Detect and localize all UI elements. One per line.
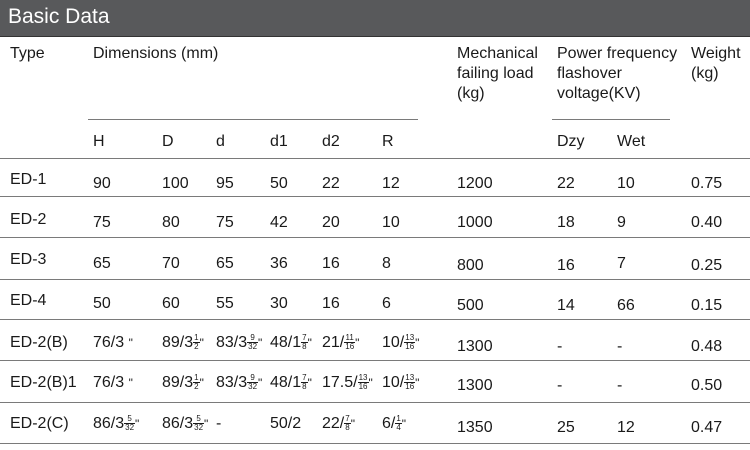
subheader-R: R (382, 133, 394, 150)
cell-type: ED-2(C) (10, 415, 69, 432)
row-divider (0, 319, 750, 320)
cell-weight: 0.48 (691, 338, 723, 355)
cell-H: 86/3 $^{\frac{5}{32}}$ " (93, 414, 140, 432)
cell-d: 95 (216, 175, 234, 192)
cell-dry: - (557, 338, 563, 355)
cell-d2: 17.5/ $^{\frac{13}{16}}$ " (322, 373, 373, 391)
cell-R: 10/ $^{\frac{13}{16}}$ " (382, 373, 420, 391)
subheader-dry: Dzy (557, 133, 585, 150)
header-mech-line1: Mechanical (457, 45, 538, 62)
cell-dry: - (557, 377, 563, 394)
subheader-H: H (93, 133, 105, 150)
subheader-d2: d2 (322, 133, 340, 150)
cell-d2: 16 (322, 255, 340, 272)
cell-H: 50 (93, 295, 111, 312)
row-divider (0, 360, 750, 361)
cell-dry: 14 (557, 297, 575, 314)
cell-load: 1300 (457, 338, 493, 355)
header-pf-line3: voltage(KV) (557, 85, 641, 102)
cell-D: 60 (162, 295, 180, 312)
cell-R: 6 (382, 295, 391, 312)
cell-R: 10 (382, 214, 400, 231)
cell-d: 83/3 $^{\frac{9}{32}}$ " (216, 373, 263, 391)
cell-d2: 22/ $^{\frac{7}{8}}$ " (322, 414, 355, 432)
row-divider (0, 443, 750, 444)
subheader-wet: Wet (617, 133, 646, 150)
cell-d1: 30 (270, 295, 288, 312)
cell-d2: 16 (322, 295, 340, 312)
section-title: Basic Data (8, 5, 110, 28)
cell-D: 70 (162, 255, 180, 272)
cell-d2: 21/ $^{\frac{11}{16}}$ " (322, 333, 360, 351)
header-mech-line3: (kg) (457, 85, 485, 102)
cell-dry: 25 (557, 419, 575, 436)
row-divider (0, 279, 750, 280)
cell-d: 65 (216, 255, 234, 272)
cell-type: ED-1 (10, 171, 47, 188)
cell-R: 8 (382, 255, 391, 272)
cell-load: 1350 (457, 419, 493, 436)
cell-R: 6/ $^{\frac{1}{4}}$ " (382, 414, 407, 432)
cell-dry: 16 (557, 257, 575, 274)
cell-D: 89/3 $^{\frac{1}{2}}$ " (162, 373, 204, 391)
power-frequency-underline (552, 119, 670, 120)
cell-D: 80 (162, 214, 180, 231)
subheader-D: D (162, 133, 174, 150)
cell-d: 75 (216, 214, 234, 231)
cell-load: 500 (457, 297, 484, 314)
cell-type: ED-2 (10, 211, 47, 228)
cell-load: 1200 (457, 175, 493, 192)
cell-d1: 36 (270, 255, 288, 272)
cell-H: 76/3 " (93, 374, 133, 391)
cell-type: ED-4 (10, 292, 47, 309)
row-divider (0, 402, 750, 403)
cell-type: ED-2(B) (10, 334, 68, 351)
cell-weight: 0.50 (691, 377, 723, 394)
cell-d1: 42 (270, 214, 288, 231)
cell-weight: 0.15 (691, 297, 723, 314)
cell-dry: 18 (557, 214, 575, 231)
subheader-d: d (216, 133, 225, 150)
cell-d1: 48/1 $^{\frac{7}{8}}$ " (270, 333, 312, 351)
cell-R: 12 (382, 175, 400, 192)
header-mech-line2: failing load (457, 65, 534, 82)
cell-H: 76/3 " (93, 334, 133, 351)
section-title-bar (0, 0, 750, 36)
cell-weight: 0.75 (691, 175, 723, 192)
cell-dry: 22 (557, 175, 575, 192)
cell-wet: 12 (617, 419, 635, 436)
header-divider (0, 158, 750, 159)
title-divider (0, 36, 750, 37)
cell-load: 800 (457, 257, 484, 274)
cell-d1: 50/2 (270, 415, 302, 432)
cell-D: 89/3 $^{\frac{1}{2}}$ " (162, 333, 204, 351)
cell-d2: 22 (322, 175, 340, 192)
cell-type: ED-3 (10, 251, 47, 268)
cell-wet: - (617, 338, 623, 355)
header-weight-line1: Weight (691, 45, 741, 62)
cell-R: 10/ $^{\frac{13}{16}}$ " (382, 333, 420, 351)
cell-wet: 66 (617, 297, 635, 314)
dimensions-underline (88, 119, 418, 120)
cell-d1: 48/1 $^{\frac{7}{8}}$ " (270, 373, 312, 391)
cell-wet: - (617, 377, 623, 394)
cell-wet: 9 (617, 214, 626, 231)
header-type: Type (10, 45, 45, 62)
row-divider (0, 196, 750, 197)
cell-weight: 0.40 (691, 214, 723, 231)
header-pf-line1: Power frequency (557, 45, 678, 62)
cell-H: 75 (93, 214, 111, 231)
cell-d: 55 (216, 295, 234, 312)
cell-d: 83/3 $^{\frac{9}{32}}$ " (216, 333, 263, 351)
cell-weight: 0.47 (691, 419, 723, 436)
header-pf-line2: flashover (557, 65, 622, 82)
row-divider (0, 237, 750, 238)
header-weight-line2: (kg) (691, 65, 719, 82)
header-dimensions: Dimensions (mm) (93, 45, 219, 62)
cell-load: 1300 (457, 377, 493, 394)
cell-D: 86/3 $^{\frac{5}{32}}$ " (162, 414, 209, 432)
cell-H: 90 (93, 175, 111, 192)
cell-wet: 7 (617, 255, 626, 272)
cell-d2: 20 (322, 214, 340, 231)
cell-d: - (216, 415, 222, 432)
cell-wet: 10 (617, 175, 635, 192)
cell-type: ED-2(B)1 (10, 374, 77, 391)
cell-D: 100 (162, 175, 189, 192)
cell-load: 1000 (457, 214, 493, 231)
cell-H: 65 (93, 255, 111, 272)
cell-d1: 50 (270, 175, 288, 192)
cell-weight: 0.25 (691, 257, 723, 274)
subheader-d1: d1 (270, 133, 288, 150)
